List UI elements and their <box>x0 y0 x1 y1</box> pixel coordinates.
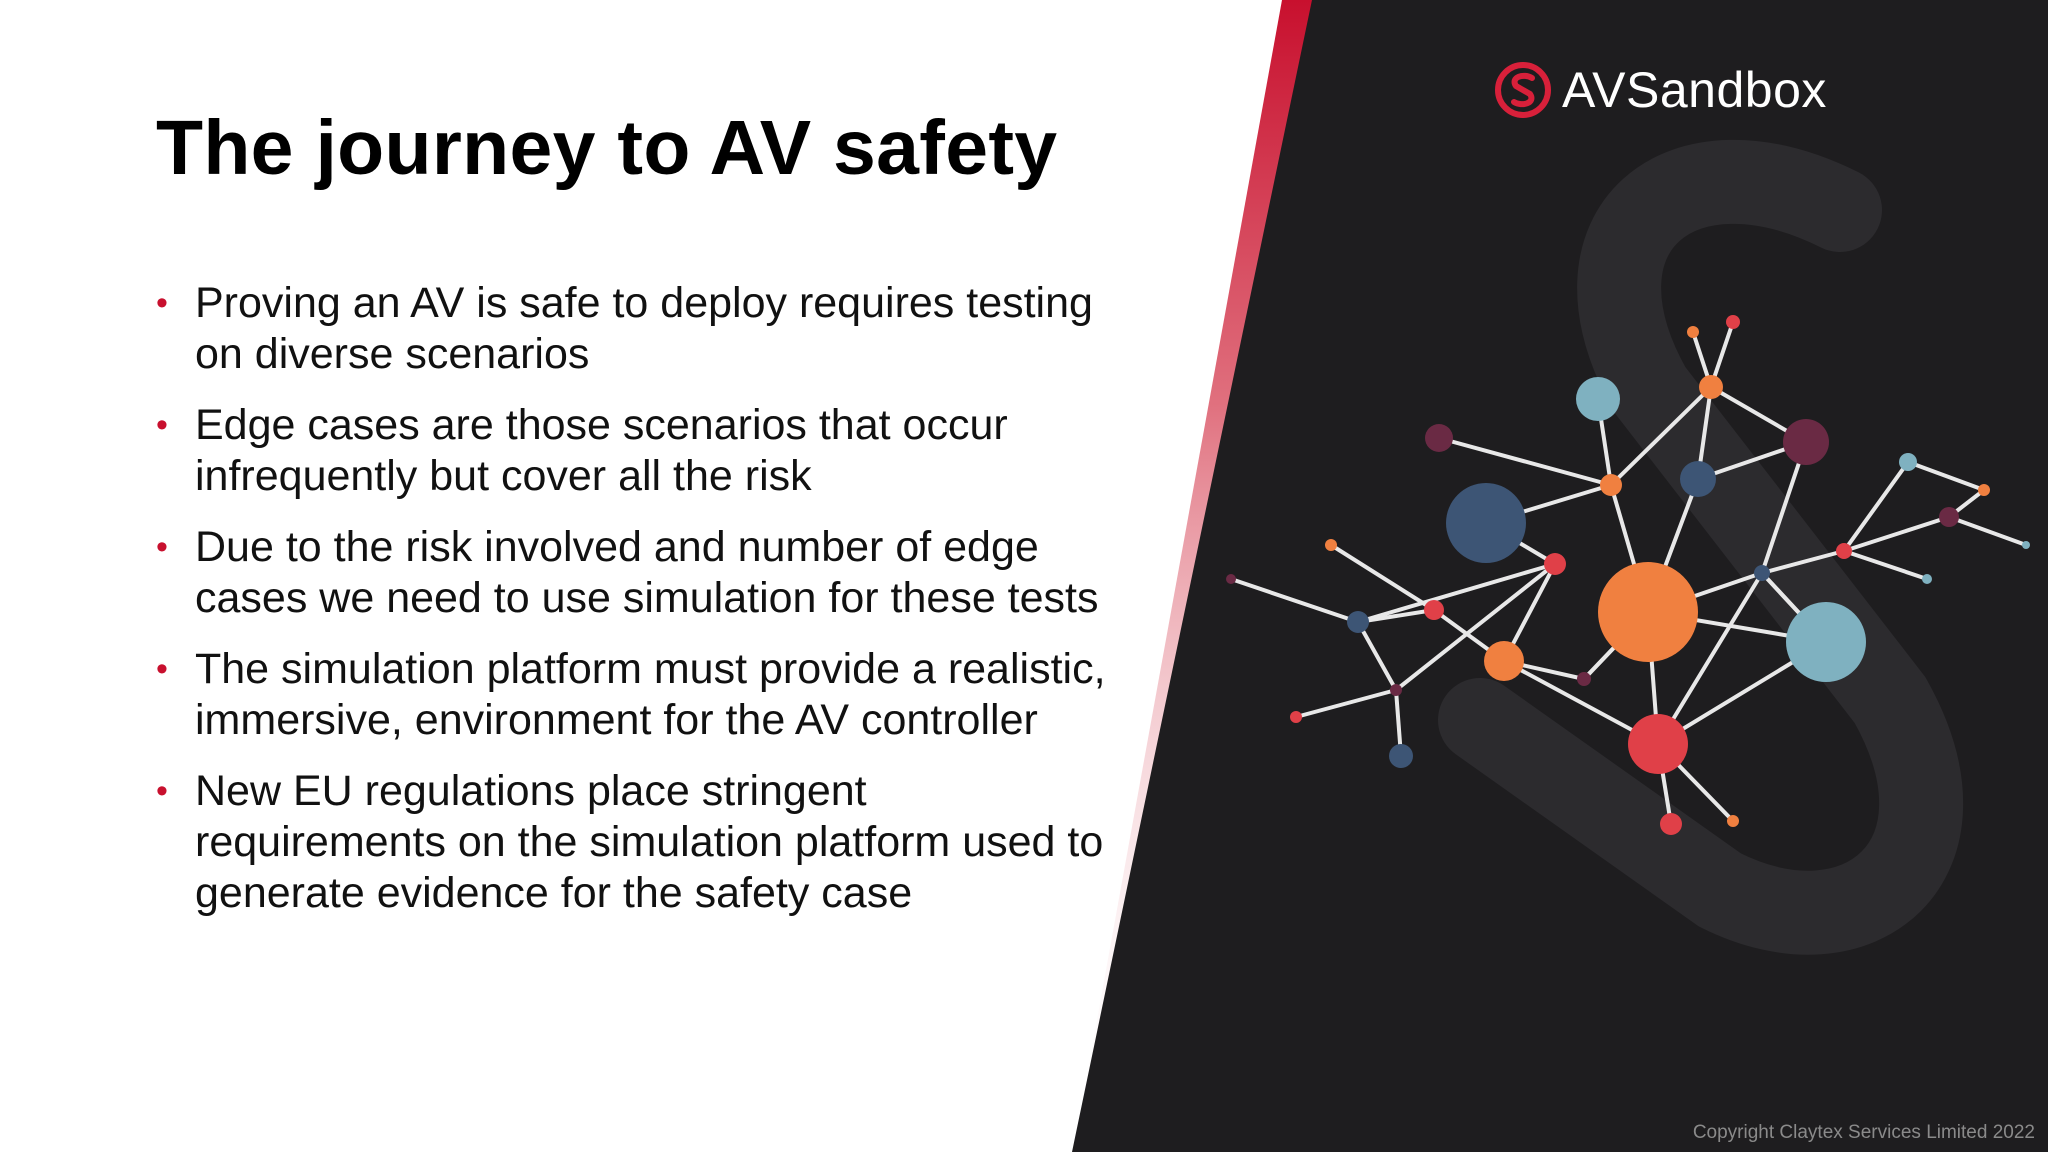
bullet-item <box>156 766 1106 919</box>
network-node <box>1680 461 1716 497</box>
network-node <box>1325 539 1337 551</box>
network-node <box>1726 315 1740 329</box>
network-node <box>1922 574 1932 584</box>
network-node <box>1939 507 1959 527</box>
network-node <box>1699 375 1723 399</box>
network-node <box>1628 714 1688 774</box>
avsandbox-logo <box>1494 60 1827 120</box>
network-node <box>1576 377 1620 421</box>
bullet-text: New EU regulations place stringent requirements on the simulation platform used to generate evidence for the safety case <box>195 767 1104 917</box>
bullet-dot-icon: • <box>156 406 168 444</box>
network-node <box>1660 813 1682 835</box>
dark-panel <box>1072 0 2048 1152</box>
network-node <box>1978 484 1990 496</box>
network-node <box>1786 602 1866 682</box>
bullet-item <box>156 278 1106 380</box>
brand-name: AVSandbox <box>1562 62 1827 118</box>
bullet-dot-icon: • <box>156 650 168 688</box>
network-node <box>2022 541 2030 549</box>
bullet-dot-icon: • <box>156 284 168 322</box>
bullet-dot-icon: • <box>156 528 168 566</box>
network-node <box>1727 815 1739 827</box>
network-node <box>1598 562 1698 662</box>
network-node <box>1687 326 1699 338</box>
bullet-text: The simulation platform must provide a realistic, immersive, environment for the AV controller <box>195 645 1106 744</box>
network-node <box>1446 483 1526 563</box>
network-node <box>1390 684 1402 696</box>
copyright-text: Copyright Claytex Services Limited 2022 <box>1692 1122 2035 1143</box>
bullet-dot-icon: • <box>156 772 168 810</box>
bullet-item <box>156 522 1106 624</box>
network-node <box>1783 419 1829 465</box>
network-node <box>1544 553 1566 575</box>
network-node <box>1600 474 1622 496</box>
network-node <box>1484 641 1524 681</box>
network-node <box>1836 543 1852 559</box>
network-node <box>1226 574 1236 584</box>
avsandbox-s-icon <box>1494 61 1552 119</box>
bullet-text: Due to the risk involved and number of edge cases we need to use simulation for these tests <box>195 523 1099 622</box>
bullet-item <box>156 400 1106 502</box>
network-node <box>1290 711 1302 723</box>
network-node <box>1425 424 1453 452</box>
network-node <box>1899 453 1917 471</box>
network-node <box>1577 672 1591 686</box>
network-node <box>1754 565 1770 581</box>
bullet-item <box>156 644 1106 746</box>
network-node <box>1389 744 1413 768</box>
bullet-text: Proving an AV is safe to deploy requires testing on diverse scenarios <box>195 279 1093 378</box>
network-node <box>1424 600 1444 620</box>
network-node <box>1347 611 1369 633</box>
bullet-list <box>156 278 1106 939</box>
slide-title: The journey to AV safety <box>156 105 1058 191</box>
bullet-text: Edge cases are those scenarios that occur infrequently but cover all the risk <box>195 401 1008 500</box>
